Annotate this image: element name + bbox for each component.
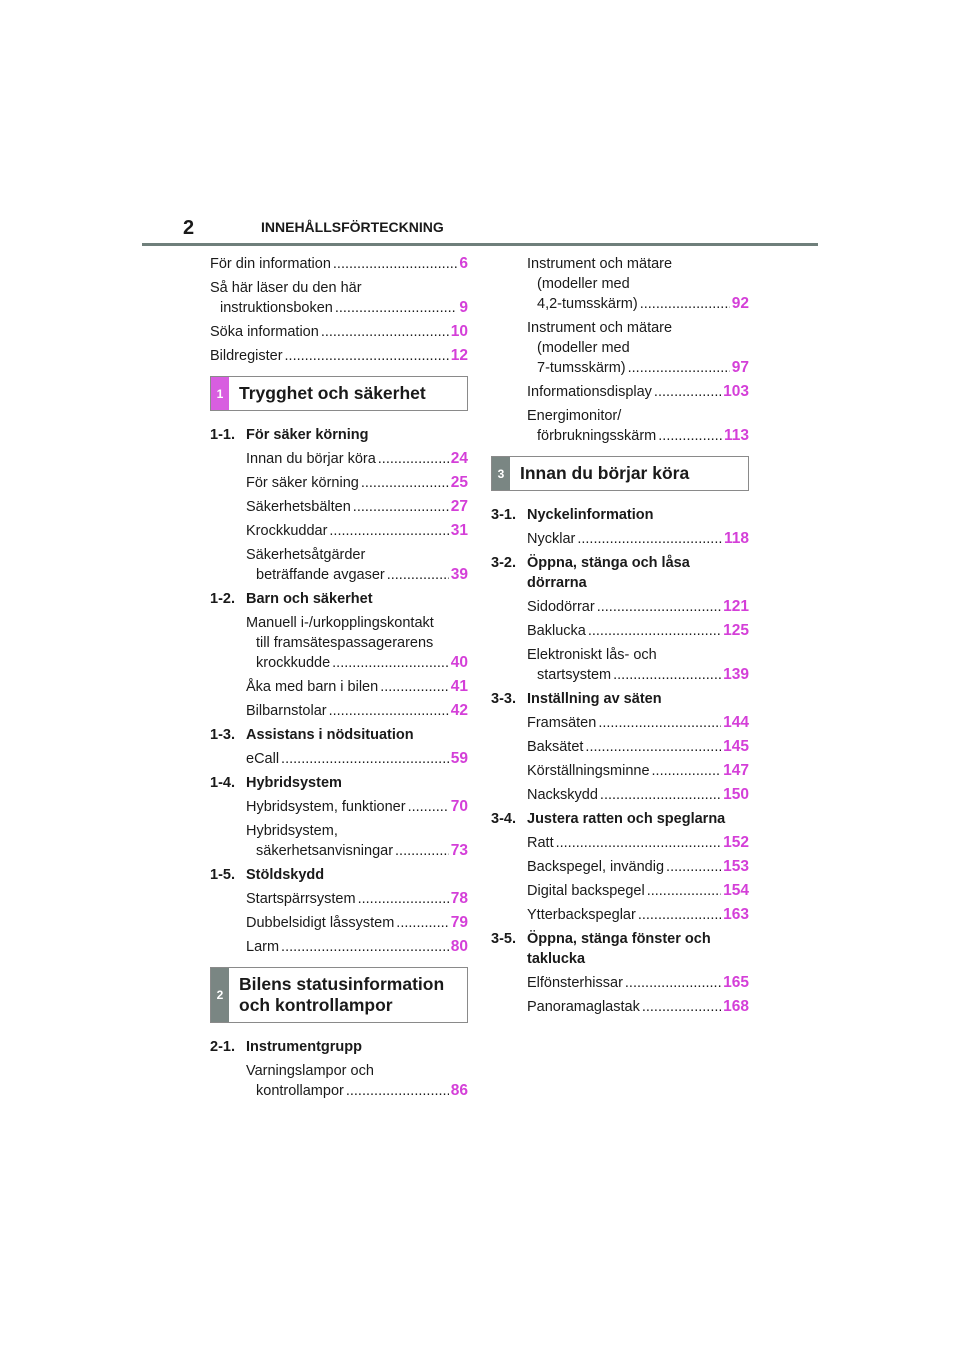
section-3-2: 3-2. Öppna, stänga och låsa dörrarna <box>491 555 690 591</box>
toc-entry[interactable] <box>527 833 749 853</box>
section-3-5: 3-5. Öppna, stänga fönster och taklucka <box>491 931 711 967</box>
toc-entry-text: För säker körning <box>246 475 359 491</box>
dot-leader <box>613 665 721 685</box>
page-link[interactable]: 80 <box>450 938 468 955</box>
chapter-2-tab: 2 <box>211 968 229 1022</box>
toc-entry-text: Bilbarnstolar <box>246 703 327 719</box>
section-3-1-list <box>491 529 749 549</box>
toc-entry[interactable] <box>210 322 468 342</box>
toc-entry-text: Elfönsterhissar <box>527 975 623 991</box>
toc-entry[interactable] <box>527 382 749 402</box>
chapter-2-box[interactable] <box>210 967 468 1023</box>
toc-entry-text: Innan du börjar köra <box>246 451 376 467</box>
toc-entry[interactable] <box>527 645 749 685</box>
section-1-3-list <box>210 749 468 769</box>
toc-entry[interactable] <box>527 737 749 757</box>
toc-entry[interactable] <box>246 913 468 933</box>
page-link[interactable]: 168 <box>723 998 749 1015</box>
dot-leader <box>647 881 721 901</box>
toc-entry-text: Ytterbackspeglar <box>527 907 636 923</box>
toc-entry-text: Backspegel, invändig <box>527 859 665 875</box>
toc-entry[interactable] <box>210 254 468 274</box>
toc-entry-text: Larm <box>246 939 280 955</box>
dot-leader <box>408 797 449 817</box>
toc-entry[interactable] <box>527 905 749 925</box>
page-link[interactable]: 9 <box>459 299 468 316</box>
dot-leader <box>333 254 457 274</box>
section-3-3: 3-3. Inställning av säten <box>491 691 662 707</box>
toc-entry[interactable] <box>246 937 468 957</box>
toc-entry-text: Bildregister <box>210 348 283 364</box>
dot-leader <box>335 298 458 318</box>
toc-entry-text: Elektroniskt lås- och <box>527 647 657 663</box>
section-3-4: 3-4. Justera ratten och speglarna <box>491 811 726 827</box>
toc-entry[interactable] <box>210 278 468 318</box>
toc-entry-text: Säkerhetsbälten <box>246 499 351 515</box>
toc-entry-text: Hybridsystem, funktioner <box>246 799 406 815</box>
chapter-1-tab: 1 <box>211 377 229 410</box>
dot-leader <box>285 346 449 366</box>
chapter-1-title: Trygghet och säkerhet <box>239 383 426 403</box>
toc-entry[interactable] <box>527 997 749 1017</box>
toc-entry-text: Krockkuddar <box>246 523 328 539</box>
page-link[interactable]: 86 <box>450 1082 468 1099</box>
page-link[interactable]: 145 <box>723 738 749 755</box>
dot-leader <box>353 497 449 517</box>
toc-entry-text: Framsäten <box>527 715 597 731</box>
toc-entry-text: Instrument och mätare <box>527 320 673 336</box>
page-link[interactable]: 152 <box>723 834 749 851</box>
page-link[interactable]: 125 <box>723 622 749 639</box>
toc-entry[interactable] <box>527 857 749 877</box>
toc-entry[interactable] <box>246 749 468 769</box>
dot-leader <box>628 358 730 378</box>
section-1-1-list <box>210 449 468 585</box>
toc-entry[interactable] <box>246 497 468 517</box>
toc-entry[interactable] <box>246 889 468 909</box>
toc-entry-text: (modeller med <box>537 276 630 292</box>
chapter-2-title: Bilens statusinformation och kontrollampor <box>239 974 445 1015</box>
page-link[interactable]: 153 <box>723 858 749 875</box>
page-link[interactable]: 31 <box>450 522 468 539</box>
section-1-4: 1-4. Hybridsystem <box>210 775 342 791</box>
page-link[interactable]: 144 <box>723 714 749 731</box>
dot-leader <box>652 761 722 781</box>
dot-leader <box>658 426 722 446</box>
toc-entry[interactable] <box>246 677 468 697</box>
page-link[interactable]: 59 <box>450 750 468 767</box>
page-link[interactable]: 6 <box>459 255 468 272</box>
toc-entry-text: 4,2-tumsskärm) <box>537 296 638 312</box>
page-title: INNEHÅLLSFÖRTECKNING <box>261 219 444 235</box>
page-link[interactable]: 12 <box>450 347 468 364</box>
dot-leader <box>380 677 449 697</box>
header-rule <box>142 243 818 246</box>
toc-entry[interactable] <box>246 473 468 493</box>
page-link[interactable]: 147 <box>723 762 749 779</box>
page-link[interactable]: 154 <box>723 882 749 899</box>
page-link[interactable]: 10 <box>450 323 468 340</box>
toc-entry-text: Körställningsminne <box>527 763 650 779</box>
dot-leader <box>600 785 721 805</box>
toc-entry-text: Informationsdisplay <box>527 384 652 400</box>
dot-leader <box>395 841 449 861</box>
page-link[interactable]: 79 <box>450 914 468 931</box>
page-link[interactable]: 118 <box>723 530 749 547</box>
toc-entry-text: Säkerhetsåtgärder <box>246 547 366 563</box>
toc-column-left <box>210 254 468 1105</box>
dot-leader <box>625 973 721 993</box>
page-link[interactable]: 25 <box>450 474 468 491</box>
toc-entry-text: Nycklar <box>527 531 576 547</box>
section-3-1: 3-1. Nyckelinformation <box>491 507 654 523</box>
dot-leader <box>577 529 722 549</box>
chapter-3-title: Innan du börjar köra <box>520 463 690 483</box>
toc-entry[interactable] <box>527 973 749 993</box>
toc-entry-text: Varningslampor och <box>246 1063 374 1079</box>
chapter-3-box[interactable] <box>491 456 749 491</box>
section-1-2: 1-2. Barn och säkerhet <box>210 591 373 607</box>
page-link[interactable]: 39 <box>450 566 468 583</box>
dot-leader <box>598 713 721 733</box>
toc-entry-text: Så här läser du den här <box>210 280 362 296</box>
dot-leader <box>346 1081 449 1101</box>
toc-entry[interactable] <box>246 821 468 861</box>
toc-entry[interactable] <box>527 529 749 549</box>
toc-entry-text: (modeller med <box>537 340 630 356</box>
page-link[interactable]: 41 <box>450 678 468 695</box>
toc-entry[interactable] <box>246 701 468 721</box>
toc-entry[interactable] <box>527 254 749 314</box>
toc-entry-text: Söka information <box>210 324 319 340</box>
dot-leader <box>321 322 449 342</box>
toc-entry-text: beträffande avgaser <box>256 567 385 583</box>
dot-leader <box>597 597 721 617</box>
toc-entry-text: Åka med barn i bilen <box>246 679 379 695</box>
toc-entry-text: instruktionsboken <box>220 300 333 316</box>
toc-entry-text: säkerhetsanvisningar <box>256 843 394 859</box>
page-link[interactable]: 70 <box>450 798 468 815</box>
page-link[interactable]: 42 <box>450 702 468 719</box>
section-3-3-list <box>491 713 749 805</box>
toc-entry[interactable] <box>527 785 749 805</box>
page-link[interactable]: 92 <box>731 295 749 312</box>
toc-entry[interactable] <box>527 761 749 781</box>
section-1-5: 1-5. Stöldskydd <box>210 867 325 883</box>
toc-entry-text: Startspärrsystem <box>246 891 356 907</box>
dot-leader <box>556 833 722 853</box>
toc-entry[interactable] <box>210 346 468 366</box>
dot-leader <box>358 889 449 909</box>
section-1-1: 1-1. För säker körning <box>210 427 369 443</box>
section-3-4-list <box>491 833 749 925</box>
page-link[interactable]: 150 <box>723 786 749 803</box>
section-3-5-list <box>491 973 749 1017</box>
section-2-1-list-cont <box>491 254 749 446</box>
toc-entry[interactable] <box>527 713 749 733</box>
toc-entry-text: Energimonitor/ <box>527 408 622 424</box>
section-1-3: 1-3. Assistans i nödsituation <box>210 727 414 743</box>
page-number: 2 <box>183 217 195 239</box>
dot-leader <box>387 565 449 585</box>
toc-entry-text: Panoramaglastak <box>527 999 640 1015</box>
dot-leader <box>638 905 721 925</box>
dot-leader <box>332 653 449 673</box>
page-link[interactable]: 113 <box>723 427 749 444</box>
toc-entry-text: För din information <box>210 256 331 272</box>
section-1-5-list <box>210 889 468 957</box>
chapter-1-box[interactable] <box>210 376 468 411</box>
toc-entry-text: startsystem <box>537 667 612 683</box>
toc-entry[interactable] <box>527 881 749 901</box>
page-link[interactable]: 139 <box>723 666 749 683</box>
dot-leader <box>396 913 448 933</box>
intro-list <box>210 254 468 366</box>
toc-entry-text: kontrollampor <box>256 1083 344 1099</box>
toc-entry-text: Baksätet <box>527 739 584 755</box>
dot-leader <box>281 749 449 769</box>
chapter-3-tab: 3 <box>492 457 510 490</box>
dot-leader <box>378 449 449 469</box>
section-2-1: 2-1. Instrumentgrupp <box>210 1039 362 1055</box>
dot-leader <box>588 621 721 641</box>
toc-entry-text: krockkudde <box>256 655 331 671</box>
page-link[interactable]: 73 <box>450 842 468 859</box>
toc-entry-text: Digital backspegel <box>527 883 645 899</box>
section-1-2-list <box>210 613 468 721</box>
section-2-1-list <box>210 1061 468 1101</box>
page-link[interactable]: 40 <box>450 654 468 671</box>
dot-leader <box>329 521 448 541</box>
toc-entry[interactable] <box>527 597 749 617</box>
dot-leader <box>640 294 730 314</box>
toc-entry[interactable] <box>246 449 468 469</box>
toc-entry[interactable] <box>527 318 749 378</box>
dot-leader <box>281 937 449 957</box>
toc-entry[interactable] <box>246 1061 468 1101</box>
page-link[interactable]: 163 <box>723 906 749 923</box>
toc-entry[interactable] <box>246 545 468 585</box>
section-3-2-list <box>491 597 749 685</box>
toc-entry-text: Manuell i-/urkopplingskontakt <box>246 615 434 631</box>
toc-entry-text: Dubbelsidigt låssystem <box>246 915 395 931</box>
page-link[interactable]: 165 <box>723 974 749 991</box>
dot-leader <box>329 701 449 721</box>
page-link[interactable]: 27 <box>450 498 468 515</box>
toc-entry[interactable] <box>246 613 468 673</box>
toc-entry-text: till framsätespassagerarens <box>256 635 434 651</box>
toc-entry-text: eCall <box>246 751 280 767</box>
toc-entry[interactable] <box>246 797 468 817</box>
dot-leader <box>666 857 721 877</box>
dot-leader <box>585 737 721 757</box>
page-link[interactable]: 121 <box>723 598 749 615</box>
toc-entry-text: Nackskydd <box>527 787 598 803</box>
toc-entry[interactable] <box>527 406 749 446</box>
dot-leader <box>361 473 449 493</box>
toc-entry-text: Hybridsystem, <box>246 823 338 839</box>
toc-entry[interactable] <box>527 621 749 641</box>
section-1-4-list <box>210 797 468 861</box>
toc-column-right <box>491 254 749 1021</box>
toc-entry-text: Ratt <box>527 835 554 851</box>
page-link[interactable]: 103 <box>723 383 749 400</box>
dot-leader <box>642 997 721 1017</box>
toc-entry-text: Instrument och mätare <box>527 256 673 272</box>
page-link[interactable]: 97 <box>731 359 749 376</box>
toc-entry[interactable] <box>246 521 468 541</box>
dot-leader <box>654 382 721 402</box>
page-link[interactable]: 24 <box>450 450 468 467</box>
toc-entry-text: 7-tumsskärm) <box>537 360 626 376</box>
toc-entry-text: Baklucka <box>527 623 586 639</box>
page-link[interactable]: 78 <box>450 890 468 907</box>
toc-entry-text: förbrukningsskärm <box>537 428 657 444</box>
toc-entry-text: Sidodörrar <box>527 599 595 615</box>
